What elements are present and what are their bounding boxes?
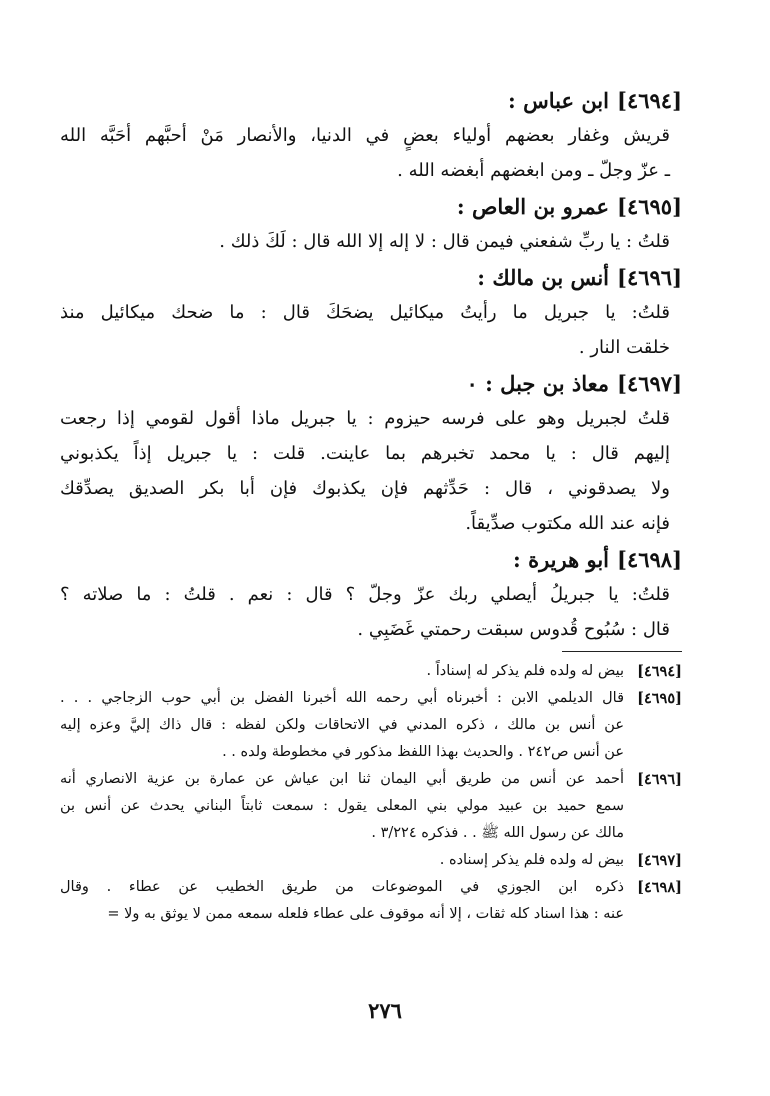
- entry-number: [٤٦٩٧]: [617, 371, 682, 396]
- entry-header: [60, 190, 682, 224]
- entry-text-line: فإنه عند الله مكتوب صدِّيقاً.: [465, 513, 670, 534]
- footnote-text: [60, 874, 624, 928]
- hadith-entry: [60, 84, 682, 188]
- entry-text-line: قلتُ: يا جبريل ما رأيتُ ميكائيل يضحَكَ قال : ما ضحك ميكائيل منذ: [60, 302, 670, 323]
- page-number: ٢٧٦: [368, 998, 402, 1023]
- entry-narrator: أبو هريرة :: [513, 547, 609, 572]
- entry-header: [60, 261, 682, 295]
- entry-narrator: أنس بن مالك :: [477, 265, 609, 290]
- footnote: [60, 685, 682, 766]
- footnote-text: [60, 685, 624, 766]
- footnote-number: [٤٦٩٥]: [637, 690, 682, 707]
- entry-text-line: قال : سُبُوح قُدوس سبقت رحمتي غَضَبِي .: [357, 619, 670, 640]
- footnote-text-line: بيض له ولده فلم يذكر إسناده .: [439, 852, 624, 868]
- footnote: [60, 766, 682, 847]
- footnote: [60, 847, 682, 874]
- entry-text-line: قلتُ: يا جبريلُ أيصلي ربك عزّ وجلّ ؟ قال : نعم . قلتُ : ما صلاته ؟: [60, 584, 670, 605]
- entry-text-line: خلقت النار .: [578, 337, 670, 358]
- footnote-text-line: سمع حميد بن عبيد مولي بني المعلى يقول : سمعت ثابتاً البناني يحدث عن أنس بن: [60, 798, 624, 814]
- footnote-text-line: عنه : هذا اسناد كله ثقات ، إلا أنه موقوف على عطاء فلعله سمعه ممن لا يوثق به ولا =: [107, 906, 624, 922]
- footnote-separator: [562, 651, 682, 652]
- entry-header: [60, 543, 682, 577]
- footnote-text-line: أحمد عن أنس من طريق أبي اليمان ثنا ابن عياش عن عمارة بن عزية الانصاري أنه: [60, 771, 624, 787]
- footnote-text: [60, 766, 624, 847]
- entry-text-line: قريش وغفار بعضهم أولياء بعضٍ في الدنيا، والأنصار مَنْ أحبَّهم أحَبَّه الله: [60, 125, 670, 146]
- entry-number: [٤٦٩٨]: [617, 547, 682, 572]
- footnote-number: [٤٦٩٧]: [637, 852, 682, 869]
- hadith-entry: [60, 261, 682, 365]
- footnote-text-line: ذكره ابن الجوزي في الموضوعات من طريق الخطيب عن عطاء . وقال: [60, 879, 624, 895]
- entry-number: [٤٦٩٦]: [617, 265, 682, 290]
- footnote-text-line: مالك عن رسول الله ﷺ . . فذكره ٣/٢٢٤ .: [371, 825, 624, 841]
- footnote: [60, 658, 682, 685]
- footnote-text-line: بيض له ولده فلم يذكر له إسناداً .: [426, 663, 624, 679]
- entry-text-line: إليهم قال : يا محمد تخبرهم بما عاينت. قلت : يا جبريل إذاً يكذبوني: [60, 443, 670, 464]
- footnote-text-line: قال الديلمي الابن : أخبرناه أبي رحمه الله أخبرنا الفضل بن أبي حوب الزجاجي . . .: [60, 690, 624, 706]
- hadith-entries: [60, 84, 682, 647]
- entry-number: [٤٦٩٥]: [617, 194, 682, 219]
- entry-text-line: ـ عزّ وجلّ ـ ومن ابغضهم أبغضه الله .: [397, 160, 670, 181]
- entry-narrator: عمرو بن العاص :: [456, 194, 609, 219]
- footnotes: [60, 658, 682, 928]
- entry-text-line: قلتُ لجبريل وهو على فرسه حيزوم : يا جبريل ماذا أقول لقومي إذا رجعت: [60, 408, 670, 429]
- hadith-entry: [60, 190, 682, 259]
- entry-text-line: قلتُ : يا ربِّ شفعني فيمن قال : لا إله إلا الله قال : لَكَ ذلك .: [219, 231, 670, 252]
- footnote-number: [٤٦٩٦]: [637, 771, 682, 788]
- entry-narrator: ابن عباس :: [508, 88, 609, 113]
- entry-number: [٤٦٩٤]: [617, 88, 682, 113]
- footnote-text-line: عن أنس ص٢٤٢ . والحديث بهذا اللفظ مذكور في مخطوطة ولده . .: [222, 744, 624, 760]
- entry-narrator: معاذ بن جبل : ٠: [466, 371, 609, 396]
- entry-header: [60, 84, 682, 118]
- footnote-text: [60, 658, 624, 685]
- entry-text-line: ولا يصدقوني ، قال : حَدِّثهم فإن يكذبوك فإن أبا بكر الصديق يصدِّقك: [60, 478, 670, 499]
- footnote-text-line: عن أنس بن مالك ، ذكره المدني في الاتحاقات ولكن لفظه : قال ذاك إليَّ وعزه إليه: [60, 717, 624, 733]
- footnote-number: [٤٦٩٤]: [637, 663, 682, 680]
- hadith-entry: [60, 543, 682, 647]
- footnote-number: [٤٦٩٨]: [637, 879, 682, 896]
- footnote: [60, 874, 682, 928]
- footnote-text: [60, 847, 624, 874]
- entry-header: [60, 367, 682, 401]
- hadith-entry: [60, 367, 682, 541]
- page-body: [60, 82, 682, 928]
